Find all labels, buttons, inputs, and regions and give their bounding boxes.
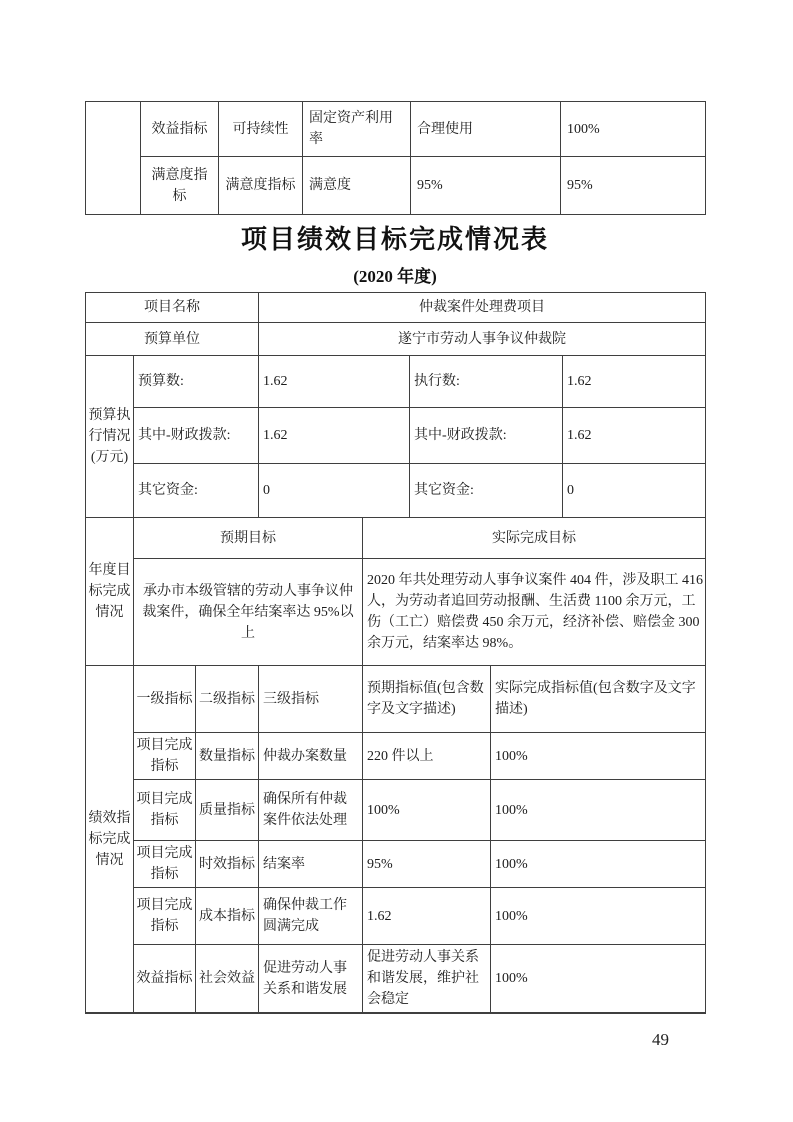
- other-funds-label: 其它资金:: [134, 464, 259, 518]
- level1-cell: 项目完成指标: [134, 780, 196, 841]
- expected-indicator-cell: 95%: [363, 841, 491, 888]
- table-row: [86, 157, 706, 215]
- budget-amount-label: 预算数:: [134, 356, 259, 408]
- expected-indicator-cell: 220 件以上: [363, 733, 491, 780]
- satisfaction-indicator-cell: 满意度指标: [141, 157, 219, 215]
- budget-section-sidebar: 预算执行情况(万元): [86, 356, 134, 518]
- budget-unit-value: 遂宁市劳动人事争议仲裁院: [259, 323, 706, 356]
- level2-cell: 时效指标: [196, 841, 259, 888]
- fiscal-allocation-value2: 1.62: [563, 408, 706, 464]
- indicator-row: [86, 888, 706, 945]
- actual-goal-text: 2020 年共处理劳动人事争议案件 404 件，涉及职工 416 人，为劳动者追回劳动报酬、生活费 1100 余万元，工伤（工亡）赔偿费 450 余万元，经济补偿、赔偿金 300 余万元，结案率达 98%。: [363, 559, 706, 666]
- empty-merged-cell: [86, 102, 141, 215]
- top-partial-table: [85, 101, 706, 215]
- budget-row: [86, 408, 706, 464]
- expected-goal-text: 承办市本级管辖的劳动人事争议仲裁案件，确保全年结案率达 95%以上: [134, 559, 363, 666]
- level1-cell: 效益指标: [134, 945, 196, 1014]
- level1-cell: 项目完成指标: [134, 888, 196, 945]
- level3-cell: 仲裁办案数量: [259, 733, 363, 780]
- project-name-row: [86, 293, 706, 323]
- budget-amount-value: 1.62: [259, 356, 410, 408]
- expected-value-cell: 合理使用: [411, 102, 561, 157]
- budget-unit-row: [86, 323, 706, 356]
- benefit-indicator-cell: 效益指标: [141, 102, 219, 157]
- actual-indicator-cell: 100%: [491, 888, 706, 945]
- level3-cell: 确保仲裁工作圆满完成: [259, 888, 363, 945]
- level3-cell: 确保所有仲裁案件依法处理: [259, 780, 363, 841]
- expected-goal-header: 预期目标: [134, 518, 363, 559]
- level1-cell: 项目完成指标: [134, 841, 196, 888]
- expected-indicator-cell: 促进劳动人事关系和谐发展，维护社会稳定: [363, 945, 491, 1014]
- expected-indicator-cell: 1.62: [363, 888, 491, 945]
- indicator-row: [86, 945, 706, 1014]
- sustainability-cell: 可持续性: [219, 102, 303, 157]
- other-funds-value2: 0: [563, 464, 706, 518]
- actual-indicator-header: 实际完成指标值(包含数字及文字描述): [491, 666, 706, 733]
- actual-indicator-cell: 100%: [491, 780, 706, 841]
- level2-cell: 数量指标: [196, 733, 259, 780]
- indicator-row: [86, 780, 706, 841]
- satisfaction-cell: 满意度: [303, 157, 411, 215]
- actual-value-cell: 100%: [561, 102, 706, 157]
- indicator-row: [86, 841, 706, 888]
- level3-cell: 结案率: [259, 841, 363, 888]
- execution-amount-value: 1.62: [563, 356, 706, 408]
- expected-indicator-header: 预期指标值(包含数字及文字描述): [363, 666, 491, 733]
- annual-goal-content-row: [86, 559, 706, 666]
- expected-indicator-cell: 100%: [363, 780, 491, 841]
- actual-goal-header: 实际完成目标: [363, 518, 706, 559]
- table-row: [86, 102, 706, 157]
- actual-indicator-cell: 100%: [491, 945, 706, 1014]
- expected-value-cell: 95%: [411, 157, 561, 215]
- indicator-section-sidebar: 绩效指标完成情况: [86, 666, 134, 1014]
- execution-amount-label: 执行数:: [410, 356, 563, 408]
- fiscal-allocation-value: 1.62: [259, 408, 410, 464]
- indicator-row: [86, 733, 706, 780]
- other-funds-value: 0: [259, 464, 410, 518]
- project-name-label: 项目名称: [86, 293, 259, 323]
- level2-cell: 成本指标: [196, 888, 259, 945]
- actual-indicator-cell: 100%: [491, 841, 706, 888]
- annual-goal-header-row: [86, 518, 706, 559]
- performance-table: [85, 292, 706, 1014]
- level3-cell: 促进劳动人事关系和谐发展: [259, 945, 363, 1014]
- other-funds-label2: 其它资金:: [410, 464, 563, 518]
- satisfaction-indicator-cell2: 满意度指标: [219, 157, 303, 215]
- page-subtitle: (2020 年度): [353, 267, 437, 286]
- fixed-asset-utilization-cell: 固定资产利用率: [303, 102, 411, 157]
- fiscal-allocation-label2: 其中-财政拨款:: [410, 408, 563, 464]
- actual-indicator-cell: 100%: [491, 733, 706, 780]
- budget-row: [86, 356, 706, 408]
- level2-header: 二级指标: [196, 666, 259, 733]
- page-title: 项目绩效目标完成情况表: [240, 225, 549, 254]
- budget-unit-label: 预算单位: [86, 323, 259, 356]
- budget-row: [86, 464, 706, 518]
- level2-cell: 质量指标: [196, 780, 259, 841]
- project-name-value: 仲裁案件处理费项目: [259, 293, 706, 323]
- indicator-header-row: [86, 666, 706, 733]
- fiscal-allocation-label: 其中-财政拨款:: [134, 408, 259, 464]
- level1-cell: 项目完成指标: [134, 733, 196, 780]
- level1-header: 一级指标: [134, 666, 196, 733]
- page-number: 49: [652, 1030, 669, 1049]
- level2-cell: 社会效益: [196, 945, 259, 1014]
- actual-value-cell: 95%: [561, 157, 706, 215]
- level3-header: 三级指标: [259, 666, 363, 733]
- annual-goal-sidebar: 年度目标完成情况: [86, 518, 134, 666]
